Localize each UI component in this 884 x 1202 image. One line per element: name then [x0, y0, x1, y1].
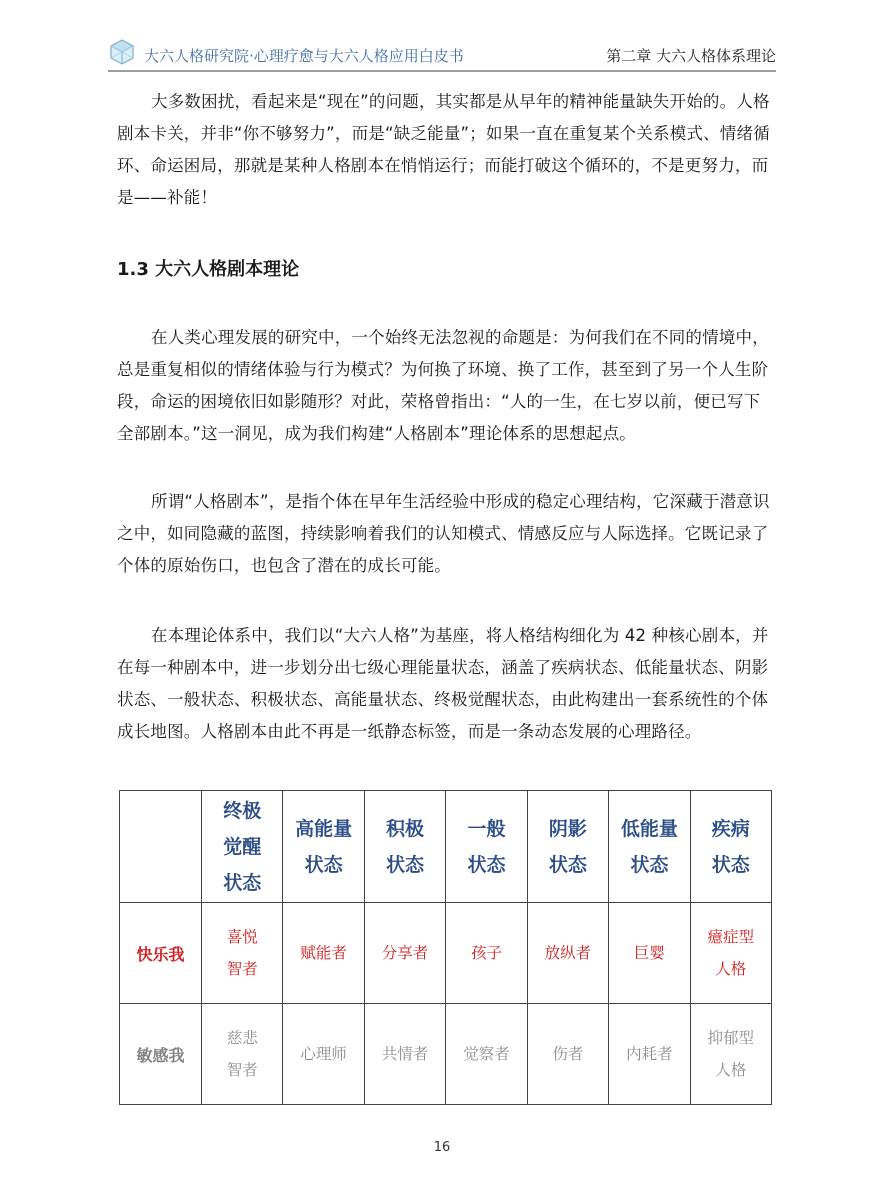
table-header-text: 状态 [630, 853, 669, 876]
table-cell [283, 1004, 364, 1105]
table-cell-text: 巨婴 [633, 944, 665, 962]
table-cell [202, 903, 283, 1004]
table-header-text: 低能量 [620, 817, 678, 840]
table-header-cell [202, 791, 283, 903]
table-cell-text: 人格 [715, 960, 747, 978]
table-header-cell [446, 791, 527, 903]
table-header-text: 状态 [304, 853, 343, 876]
table-cell [446, 1004, 527, 1105]
paragraph-definition: 所谓“人格剧本”，是指个体在早年生活经验中形成的稳定心理结构，它深藏于潜意识之中，如同隐藏的蓝图，持续影响着我们的认知模式、情感反应与人际选择。它既记录了个体的原始伤口，也包含了潜在的成长可能。 [117, 492, 770, 575]
table-cell-text: 孩子 [470, 944, 502, 962]
table-header-text: 状态 [223, 871, 262, 894]
table-header-row [120, 791, 772, 903]
table-row-sensitive [120, 1004, 772, 1105]
table-header-text: 状态 [386, 853, 425, 876]
table-cell [527, 1004, 608, 1105]
page-number: 16 [433, 1140, 451, 1155]
table-cell-text: 伤者 [552, 1045, 584, 1063]
header-publication-title: 大六人格研究院·心理疗愈与大六人格应用白皮书 [144, 47, 464, 65]
personality-script-table [119, 790, 772, 1105]
table-cell-text: 分享者 [381, 944, 429, 962]
crystal-cube-icon [108, 38, 136, 66]
table-header-text: 积极 [386, 817, 425, 840]
table-header-cell [527, 791, 608, 903]
table-cell-text: 觉察者 [463, 1045, 510, 1063]
table-cell-text: 慈悲 [226, 1029, 258, 1047]
row-label: 敏感我 [120, 1004, 202, 1105]
table-header-cell [690, 791, 771, 903]
table-header-text: 觉醒 [223, 835, 262, 858]
table-cell-text: 放纵者 [544, 944, 592, 962]
table-header-text: 疾病 [711, 817, 750, 840]
table-header-text: 高能量 [295, 817, 353, 840]
table-cell-text: 内耗者 [626, 1045, 673, 1063]
table-header-text: 阴影 [548, 817, 587, 840]
table-cell-text: 智者 [226, 1061, 258, 1079]
header-divider [108, 70, 776, 72]
table-cell-text: 癔症型 [707, 928, 755, 946]
paragraph-intro: 大多数困扰，看起来是“现在”的问题，其实都是从早年的精神能量缺失开始的。人格剧本卡关，并非“你不够努力”，而是“缺乏能量”；如果一直在重复某个关系模式、情绪循环、命运困局，那就是某种人格剧本在悄悄运行；而能打破这个循环的，不是更努力，而是——补能！ [117, 92, 770, 207]
table-cell [202, 1004, 283, 1105]
table-cell-text: 心理师 [300, 1045, 347, 1063]
table-header-cell [283, 791, 364, 903]
table-header-text: 状态 [711, 853, 750, 876]
table-cell [690, 1004, 771, 1105]
table-cell [283, 903, 364, 1004]
table-header-text: 状态 [467, 853, 506, 876]
table-corner-cell [120, 791, 202, 903]
section-heading: 1.3 大六人格剧本理论 [117, 259, 300, 280]
header-chapter-title: 第二章 大六人格体系理论 [606, 47, 776, 65]
table-cell [609, 903, 690, 1004]
table-row-happy [120, 903, 772, 1004]
table-cell-text: 喜悦 [226, 928, 258, 946]
table-cell-text: 共情者 [381, 1045, 429, 1063]
table-cell-text: 人格 [715, 1061, 747, 1079]
paragraph-jung: 在人类心理发展的研究中，一个始终无法忽视的命题是：为何我们在不同的情境中，总是重复相似的情绪体验与行为模式？为何换了环境、换了工作，甚至到了另一个人生阶段，命运的困境依旧如影随形？对此，荣格曾指出：“人的一生，在七岁以前，便已写下全部剧本。”这一洞见，成为我们构建“人格剧本”理论体系的思想起点。 [117, 328, 769, 443]
table-cell-text: 智者 [226, 960, 258, 978]
table-cell [364, 903, 445, 1004]
table-header-text: 状态 [548, 853, 587, 876]
table-header-cell [364, 791, 445, 903]
table-cell [609, 1004, 690, 1105]
table-header-text: 终极 [223, 799, 262, 822]
table-header-text: 一般 [467, 817, 506, 840]
table-cell-text: 赋能者 [300, 944, 347, 962]
table-cell [690, 903, 771, 1004]
row-label: 快乐我 [120, 903, 202, 1004]
table-cell-text: 抑郁型 [707, 1029, 755, 1047]
table-cell [527, 903, 608, 1004]
table-cell [446, 903, 527, 1004]
table-cell [364, 1004, 445, 1105]
page-header [108, 36, 776, 72]
paragraph-framework: 在本理论体系中，我们以“大六人格”为基座，将人格结构细化为 42 种核心剧本，并在每一种剧本中，进一步划分出七级心理能量状态，涵盖了疾病状态、低能量状态、阴影状态、一般状态、积极状态、高能量状态、终极觉醒状态，由此构建出一套系统性的个体成长地图。人格剧本由此不再是一纸静态标签，而是一条动态发展的心理路径。 [117, 626, 769, 741]
table-header-cell [609, 791, 690, 903]
